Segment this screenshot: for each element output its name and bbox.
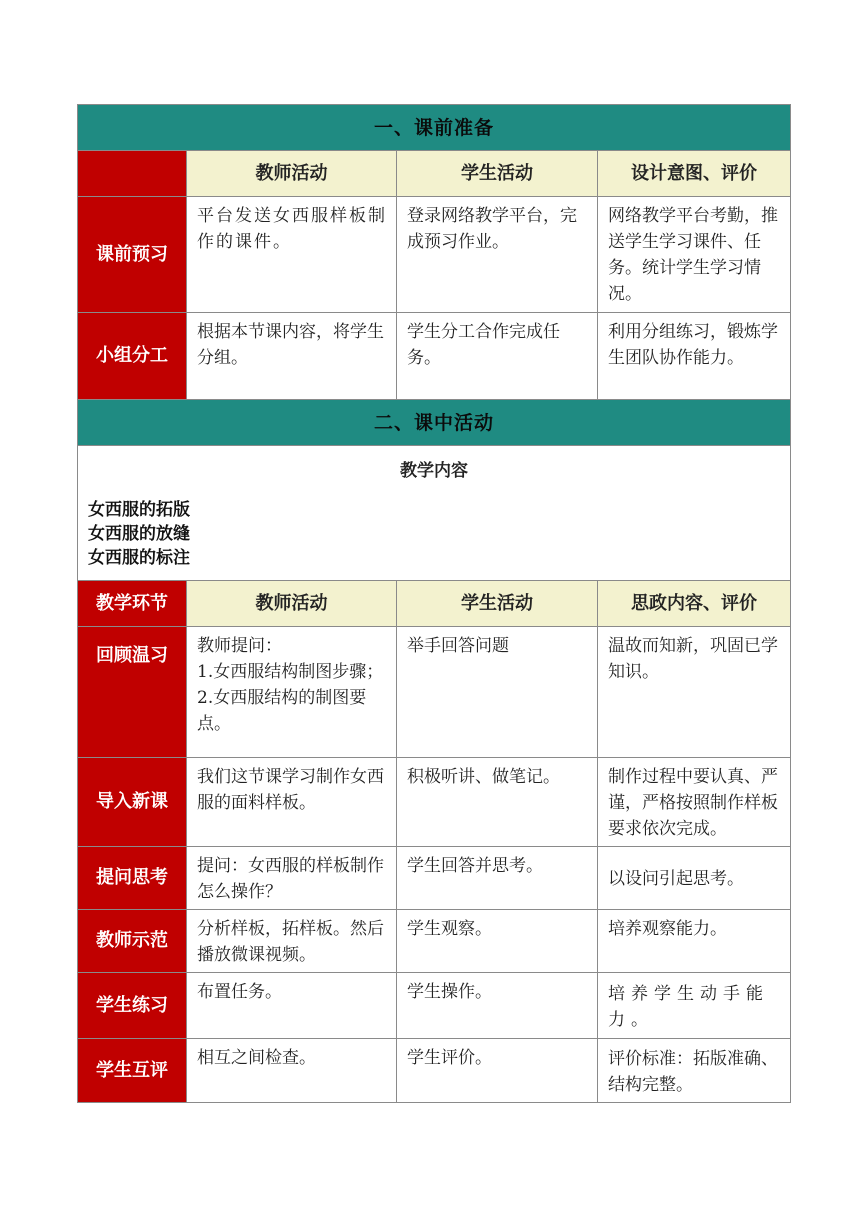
row-label-review: 回顾温习 <box>78 627 187 758</box>
question-teacher-cell <box>187 847 397 910</box>
row-label-peer-review: 学生互评 <box>78 1039 187 1103</box>
grouping-student-text: 学生分工合作完成任务。 <box>407 322 560 368</box>
practice-design-cell <box>598 973 791 1039</box>
practice-teacher-cell <box>187 973 397 1039</box>
question-teacher-text: 提问：女西服的样板制作怎么操作？ <box>197 856 384 902</box>
peer-review-design-cell <box>598 1039 791 1103</box>
row-label-grouping: 小组分工 <box>78 313 187 400</box>
peer-review-student-text: 学生评价。 <box>407 1048 492 1068</box>
section-in-class-title: 二、课中活动 <box>78 400 791 446</box>
peer-review-design-text: 评价标准：拓版准确、结构完整。 <box>608 1048 778 1095</box>
intro-student-cell <box>397 758 598 847</box>
demo-design-text: 培养观察能力。 <box>608 919 727 939</box>
intro-teacher-text: 我们这节课学习制作女西服的面料样板。 <box>197 767 384 813</box>
header-teaching-stage: 教学环节 <box>78 581 187 627</box>
demo-teacher-cell <box>187 910 397 973</box>
review-design-cell <box>598 627 791 758</box>
demo-student-cell <box>397 910 598 973</box>
peer-review-teacher-text: 相互之间检查。 <box>197 1048 316 1068</box>
row-label-preview: 课前预习 <box>78 197 187 313</box>
preview-student-text: 登录网络教学平台，完成预习作业。 <box>407 206 577 252</box>
intro-design-cell <box>598 758 791 847</box>
grouping-teacher-text: 根据本节课内容，将学生分组。 <box>197 322 384 368</box>
grouping-teacher-cell <box>187 313 397 400</box>
question-student-cell <box>397 847 598 910</box>
content-item: 女西服的放缝 <box>88 524 190 544</box>
intro-teacher-cell <box>187 758 397 847</box>
preview-teacher-text: 平台发送女西服样板制作的课件。 <box>197 206 387 252</box>
practice-student-text: 学生操作。 <box>407 982 492 1002</box>
content-item: 女西服的拓版 <box>88 500 190 520</box>
preview-design-text: 网络教学平台考勤，推送学生学习课件、任务。统计学生学习情况。 <box>608 206 778 304</box>
practice-teacher-text: 布置任务。 <box>197 982 282 1002</box>
row-label-intro: 导入新课 <box>78 758 187 847</box>
header-student-activity-2: 学生活动 <box>397 581 598 627</box>
practice-design-text: 培养学生动手能力。 <box>608 983 769 1030</box>
teaching-content-cell <box>78 446 791 581</box>
question-design-cell <box>598 847 791 910</box>
review-design-text: 温故而知新，巩固已学知识。 <box>608 636 778 682</box>
grouping-design-cell <box>598 313 791 400</box>
header-student-activity: 学生活动 <box>397 151 598 197</box>
review-student-cell <box>397 627 598 758</box>
demo-design-cell <box>598 910 791 973</box>
header-blank-cell <box>78 151 187 197</box>
question-design-text: 以设问引起思考。 <box>608 869 744 889</box>
peer-review-student-cell <box>397 1039 598 1103</box>
grouping-design-text: 利用分组练习，锻炼学生团队协作能力。 <box>608 322 778 368</box>
review-student-text: 举手回答问题 <box>407 636 509 656</box>
grouping-student-cell <box>397 313 598 400</box>
content-item: 女西服的标注 <box>88 548 190 568</box>
review-teacher-text: 教师提问： 1.女西服结构制图步骤； 2.女西服结构的制图要点。 <box>197 636 384 734</box>
demo-student-text: 学生观察。 <box>407 919 492 939</box>
preview-student-cell <box>397 197 598 313</box>
demo-teacher-text: 分析样板，拓样板。然后播放微课视频。 <box>197 919 384 965</box>
header-teacher-activity-2: 教师活动 <box>187 581 397 627</box>
lesson-plan-sheet <box>77 104 790 1103</box>
row-label-question: 提问思考 <box>78 847 187 910</box>
preview-teacher-cell <box>187 197 397 313</box>
header-ideology-content: 思政内容、评价 <box>598 581 791 627</box>
preview-design-cell <box>598 197 791 313</box>
practice-student-cell <box>397 973 598 1039</box>
peer-review-teacher-cell <box>187 1039 397 1103</box>
question-student-text: 学生回答并思考。 <box>407 856 543 876</box>
review-teacher-cell <box>187 627 397 758</box>
section-pre-class-title: 一、课前准备 <box>78 105 791 151</box>
intro-design-text: 制作过程中要认真、严谨，严格按照制作样板要求依次完成。 <box>608 767 778 839</box>
teaching-content-title: 教学内容 <box>400 461 468 481</box>
intro-student-text: 积极听讲、做笔记。 <box>407 767 560 787</box>
lesson-plan-table <box>77 104 791 1103</box>
row-label-demo: 教师示范 <box>78 910 187 973</box>
row-label-practice: 学生练习 <box>78 973 187 1039</box>
header-teacher-activity: 教师活动 <box>187 151 397 197</box>
header-design-intent: 设计意图、评价 <box>598 151 791 197</box>
